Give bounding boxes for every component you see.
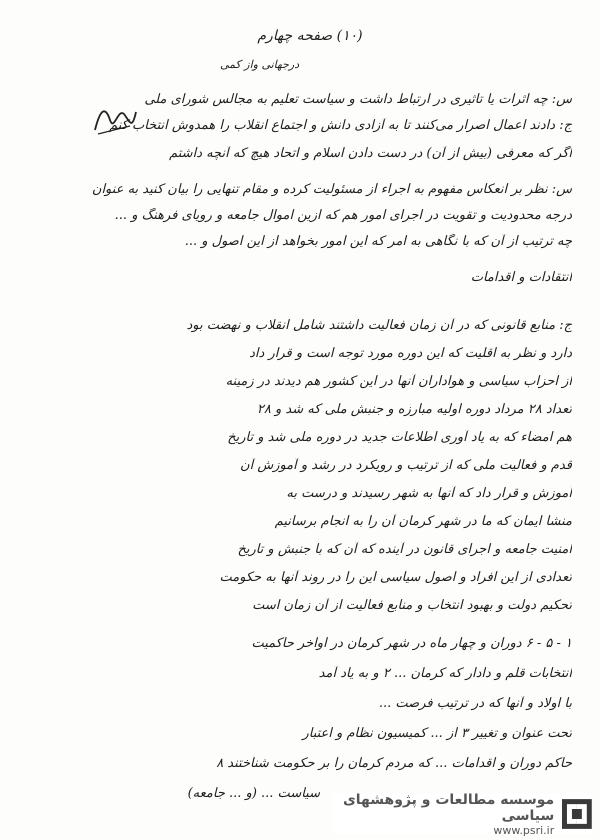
text-line: امنیت جامعه و اجرای قانون در آینده که آن که با جنبش و تاریخ — [237, 542, 572, 557]
text-line: س: نظر بر انعکاس مفهوم به اجراء از مسئولیت کرده و مقام تنهایی را بیان کنید به عنوان — [91, 182, 572, 197]
page-number: (۱۰) صفحه چهارم — [257, 28, 363, 44]
text-line: ۱ - ۵ - ۶ دوران و چهار ماه در شهر کرمان در اواخر حاکمیت — [251, 636, 572, 651]
text-line: تعدادی از این افراد و اصول سیاسی این را در روند آنها به حکومت — [219, 570, 572, 585]
text-line: چه ترتیب از آن که با نگاهی به امر که این امور بخواهد از این اصول و ... — [184, 234, 572, 249]
text-line: تحت عنوان و تغییر ۳ از ... کمیسیون نظام و اعتبار — [302, 726, 572, 741]
publisher-watermark — [332, 791, 592, 837]
text-line: منشا ایمان که ما در شهر کرمان آن را به انجام برسانیم — [274, 514, 572, 529]
text-line: درجه محدودیت و تقویت در اجرای امور هم که ازین اموال جامعه و رویای فرهنگ و ... — [114, 208, 572, 223]
text-line: تعداد ۲۸ مرداد دوره اولیه مبارزه و جنبش ملی که شد و ۲۸ — [256, 402, 572, 417]
text-line: حاکم دوران و اقدامات ... که مردم کرمان را بر حکومت شناختند ۸ — [216, 756, 572, 771]
margin-note: درجهانی واز کمی — [220, 58, 300, 71]
publisher-name: موسسه مطالعات و پژوهشهای سیاسی — [342, 791, 555, 824]
text-line: قدم و فعالیت ملی که از ترتیب و رویکرد در رشد و آموزش آن — [240, 458, 572, 473]
text-line: از احزاب سیاسی و هواداران آنها در این کشور هم دیدند در زمینه — [225, 374, 572, 389]
text-line: آموزش و قرار داد که آنها به شهر رسیدند و درست به — [286, 486, 572, 501]
text-line: انتخابات قلم و دادار که کرمان ... ۲ و به یاد آمد — [318, 666, 572, 681]
text-line: سیاست ... (و ... جامعه) — [187, 786, 320, 801]
text-line: س: چه اثرات یا تاثیری در ارتباط داشت و سیاست تعلیم به مجالس شورای ملی — [144, 92, 572, 107]
publisher-url: www.psri.ir — [493, 823, 555, 837]
text-line: دارد و نظر به اقلیت که این دوره مورد توجه است و قرار داد — [249, 346, 572, 361]
publisher-logo-icon — [562, 796, 592, 832]
text-line: ج: منابع قانونی که در آن زمان فعالیت داشتند شامل انقلاب و نهضت بود — [186, 318, 572, 333]
text-line: اگر که معرفی (بیش از آن) در دست دادن اسلام و اتحاد هیچ که آنچه داشتم — [169, 146, 572, 161]
text-line: انتقادات و اقدامات — [470, 270, 572, 285]
text-line: با اولاد و آنها که در ترتیب فرصت ... — [378, 696, 572, 711]
text-line: هم امضاء که به یاد آوری اطلاعات جدید در دوره ملی شد و تاریخ — [227, 430, 572, 445]
text-line: تحکیم دولت و بهبود انتخاب و منابع فعالیت از آن زمان است — [252, 598, 572, 613]
text-line: ج: دادند اعمال اصرار می‌کنند تا به آزادی دانش و اجتماع انقلاب را همدوش انتخاب کنم — [109, 118, 572, 133]
